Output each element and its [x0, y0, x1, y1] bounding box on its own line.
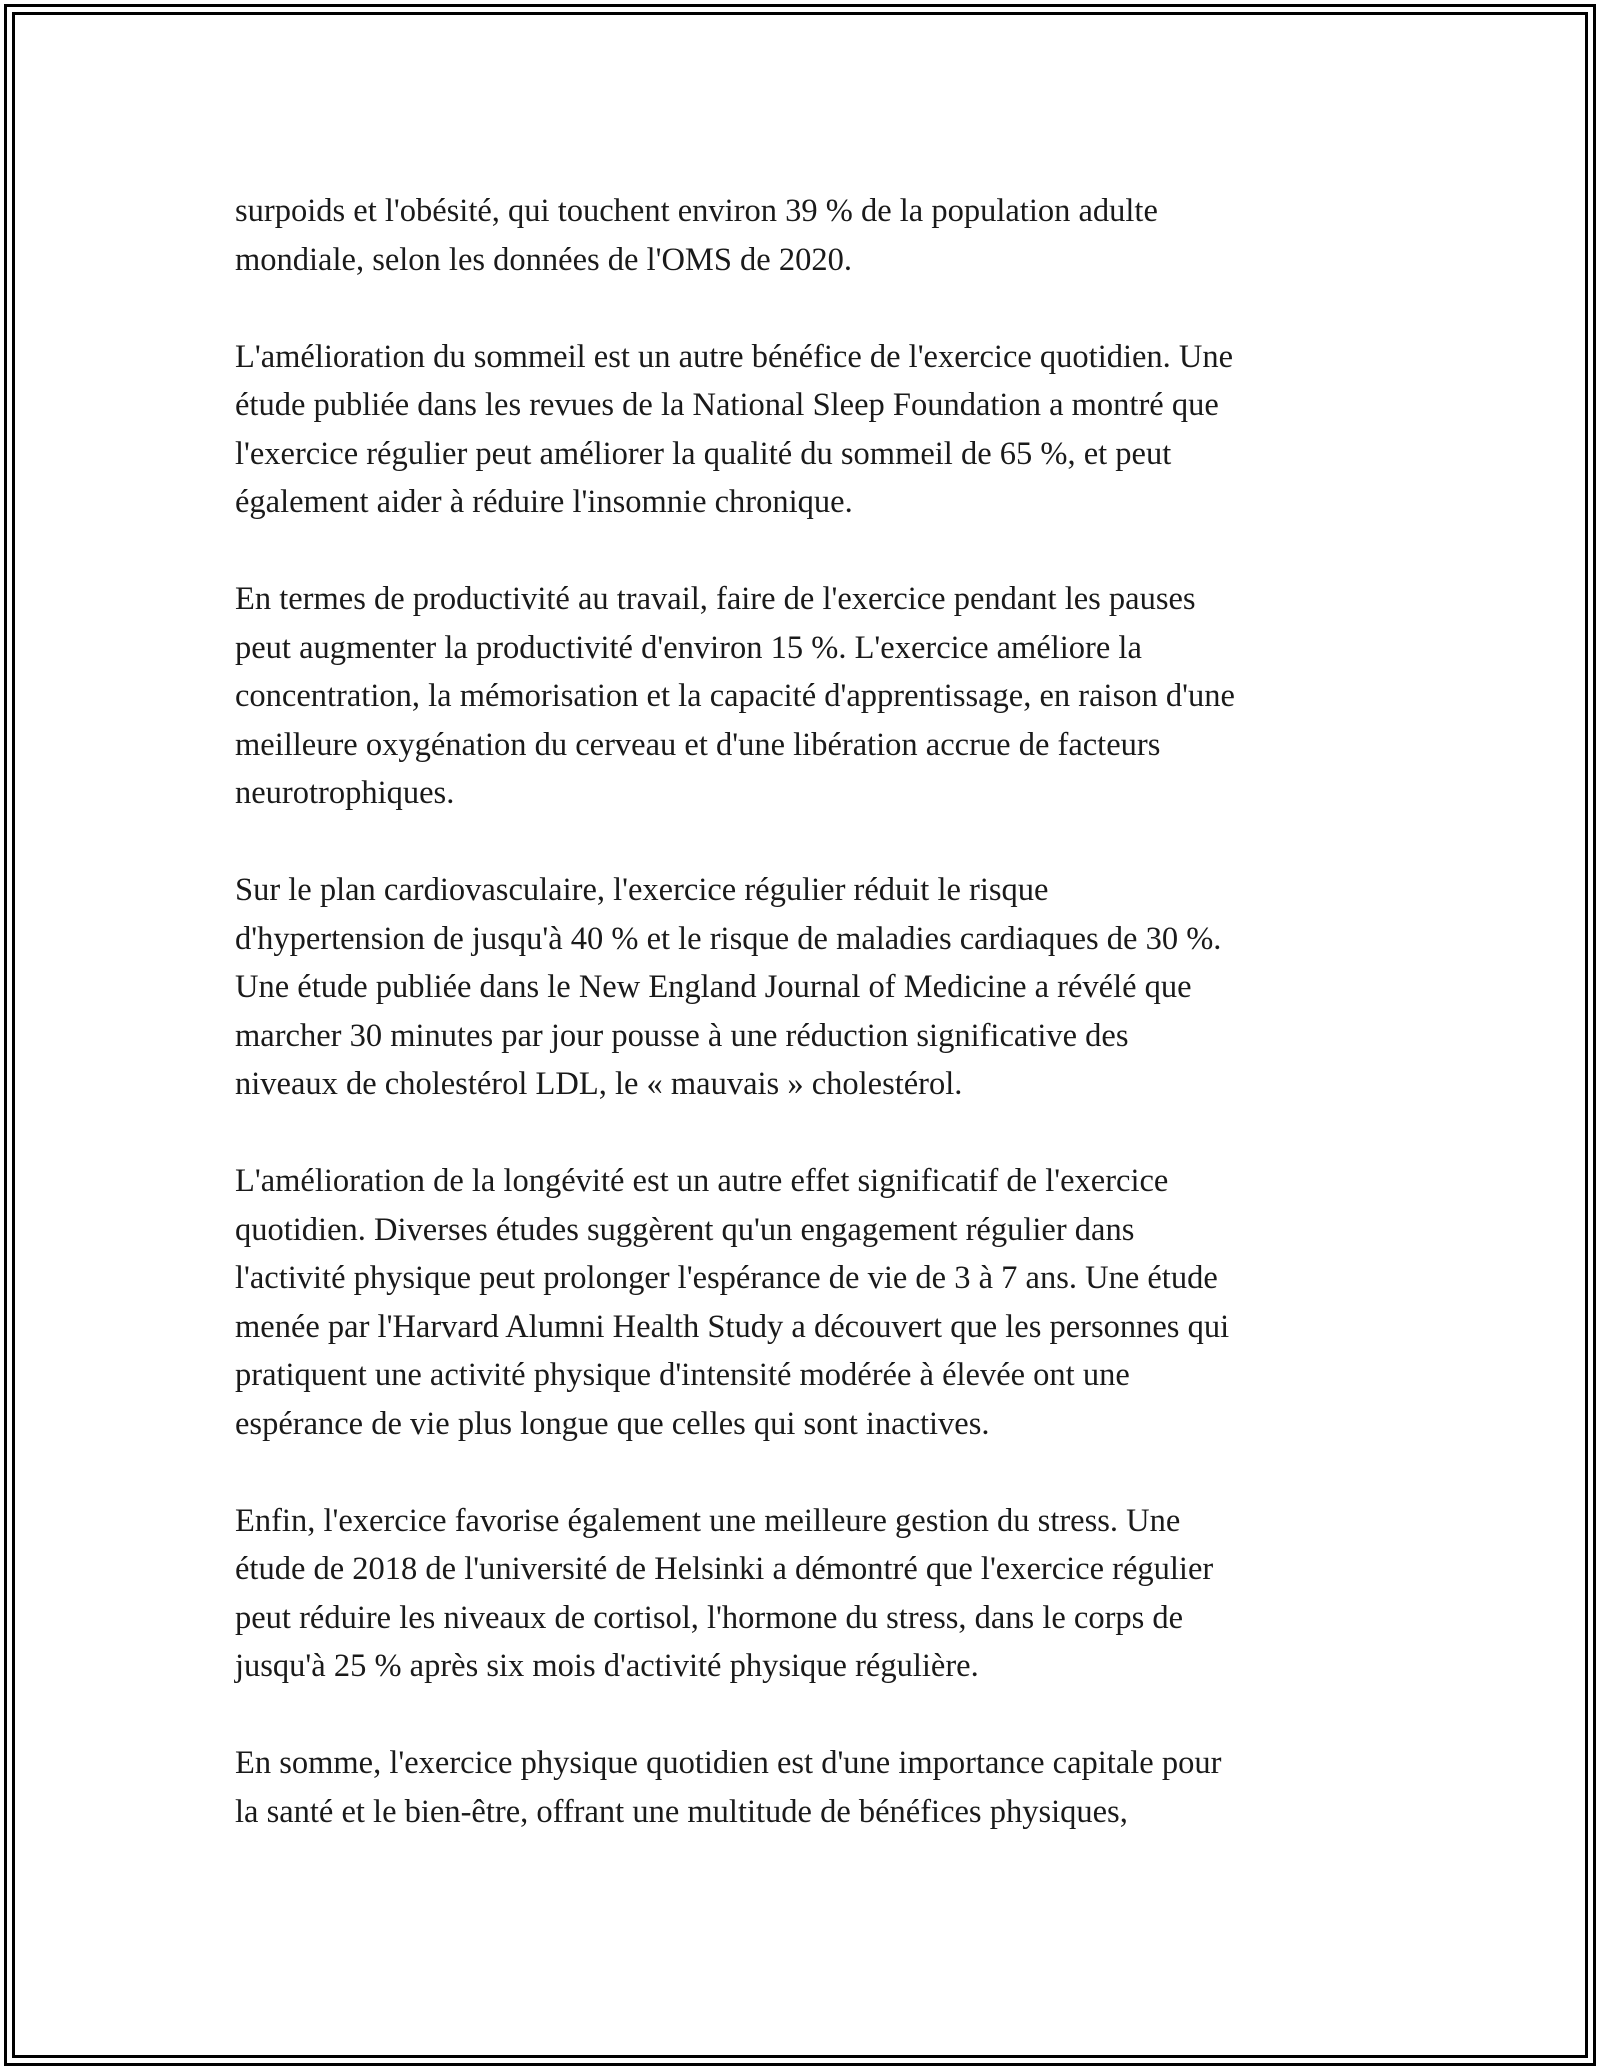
- text-line: marcher 30 minutes par jour pousse à une réduction significative des: [235, 1017, 1129, 1054]
- paragraph-obesity: [235, 187, 1385, 284]
- text-line: l'exercice régulier peut améliorer la qualité du sommeil de 65 %, et peut: [235, 435, 1172, 472]
- text-line: Enfin, l'exercice favorise également une meilleure gestion du stress. Une: [235, 1502, 1181, 1539]
- text-line: quotidien. Diverses études suggèrent qu'un engagement régulier dans: [235, 1211, 1135, 1248]
- text-line: l'activité physique peut prolonger l'espérance de vie de 3 à 7 ans. Une étude: [235, 1260, 1218, 1296]
- document-body: [235, 187, 1385, 1885]
- text-line: peut augmenter la productivité d'environ 15 %. L'exercice améliore la: [235, 629, 1142, 666]
- text-line: mondiale, selon les données de l'OMS de 2020.: [235, 241, 852, 278]
- text-line: également aider à réduire l'insomnie chronique.: [235, 484, 853, 520]
- text-line: En termes de productivité au travail, faire de l'exercice pendant les pauses: [235, 581, 1196, 617]
- text-line: étude publiée dans les revues de la National Sleep Foundation a montré que: [235, 387, 1219, 423]
- paragraph-conclusion: [235, 1739, 1385, 1836]
- text-line: menée par l'Harvard Alumni Health Study a découvert que les personnes qui: [235, 1308, 1230, 1345]
- text-line: L'amélioration du sommeil est un autre bénéfice de l'exercice quotidien. Une: [235, 338, 1234, 375]
- text-line: concentration, la mémorisation et la capacité d'apprentissage, en raison d'une: [235, 678, 1235, 714]
- text-line: étude de 2018 de l'université de Helsinki a démontré que l'exercice régulier: [235, 1551, 1214, 1587]
- text-line: espérance de vie plus longue que celles qui sont inactives.: [235, 1405, 990, 1442]
- paragraph-cardiovascular: [235, 866, 1385, 1109]
- text-line: En somme, l'exercice physique quotidien est d'une importance capitale pour: [235, 1745, 1222, 1781]
- paragraph-sleep: [235, 333, 1385, 527]
- paragraph-productivity: [235, 575, 1385, 818]
- paragraph-stress: [235, 1497, 1385, 1691]
- text-line: meilleure oxygénation du cerveau et d'une libération accrue de facteurs: [235, 726, 1161, 763]
- text-line: peut réduire les niveaux de cortisol, l'hormone du stress, dans le corps de: [235, 1599, 1184, 1636]
- text-line: niveaux de cholestérol LDL, le « mauvais » cholestérol.: [235, 1066, 963, 1102]
- text-line: Une étude publiée dans le New England Journal of Medicine a révélé que: [235, 969, 1192, 1005]
- text-line: L'amélioration de la longévité est un autre effet significatif de l'exercice: [235, 1163, 1169, 1199]
- text-line: la santé et le bien-être, offrant une multitude de bénéfices physiques,: [235, 1793, 1128, 1830]
- text-line: Sur le plan cardiovasculaire, l'exercice régulier réduit le risque: [235, 872, 1049, 908]
- text-line: jusqu'à 25 % après six mois d'activité physique régulière.: [235, 1648, 979, 1684]
- paragraph-longevity: [235, 1157, 1385, 1448]
- text-line: neurotrophiques.: [235, 775, 455, 811]
- text-line: pratiquent une activité physique d'intensité modérée à élevée ont une: [235, 1357, 1130, 1393]
- text-line: surpoids et l'obésité, qui touchent environ 39 % de la population adulte: [235, 193, 1158, 229]
- text-line: d'hypertension de jusqu'à 40 % et le risque de maladies cardiaques de 30 %.: [235, 920, 1222, 957]
